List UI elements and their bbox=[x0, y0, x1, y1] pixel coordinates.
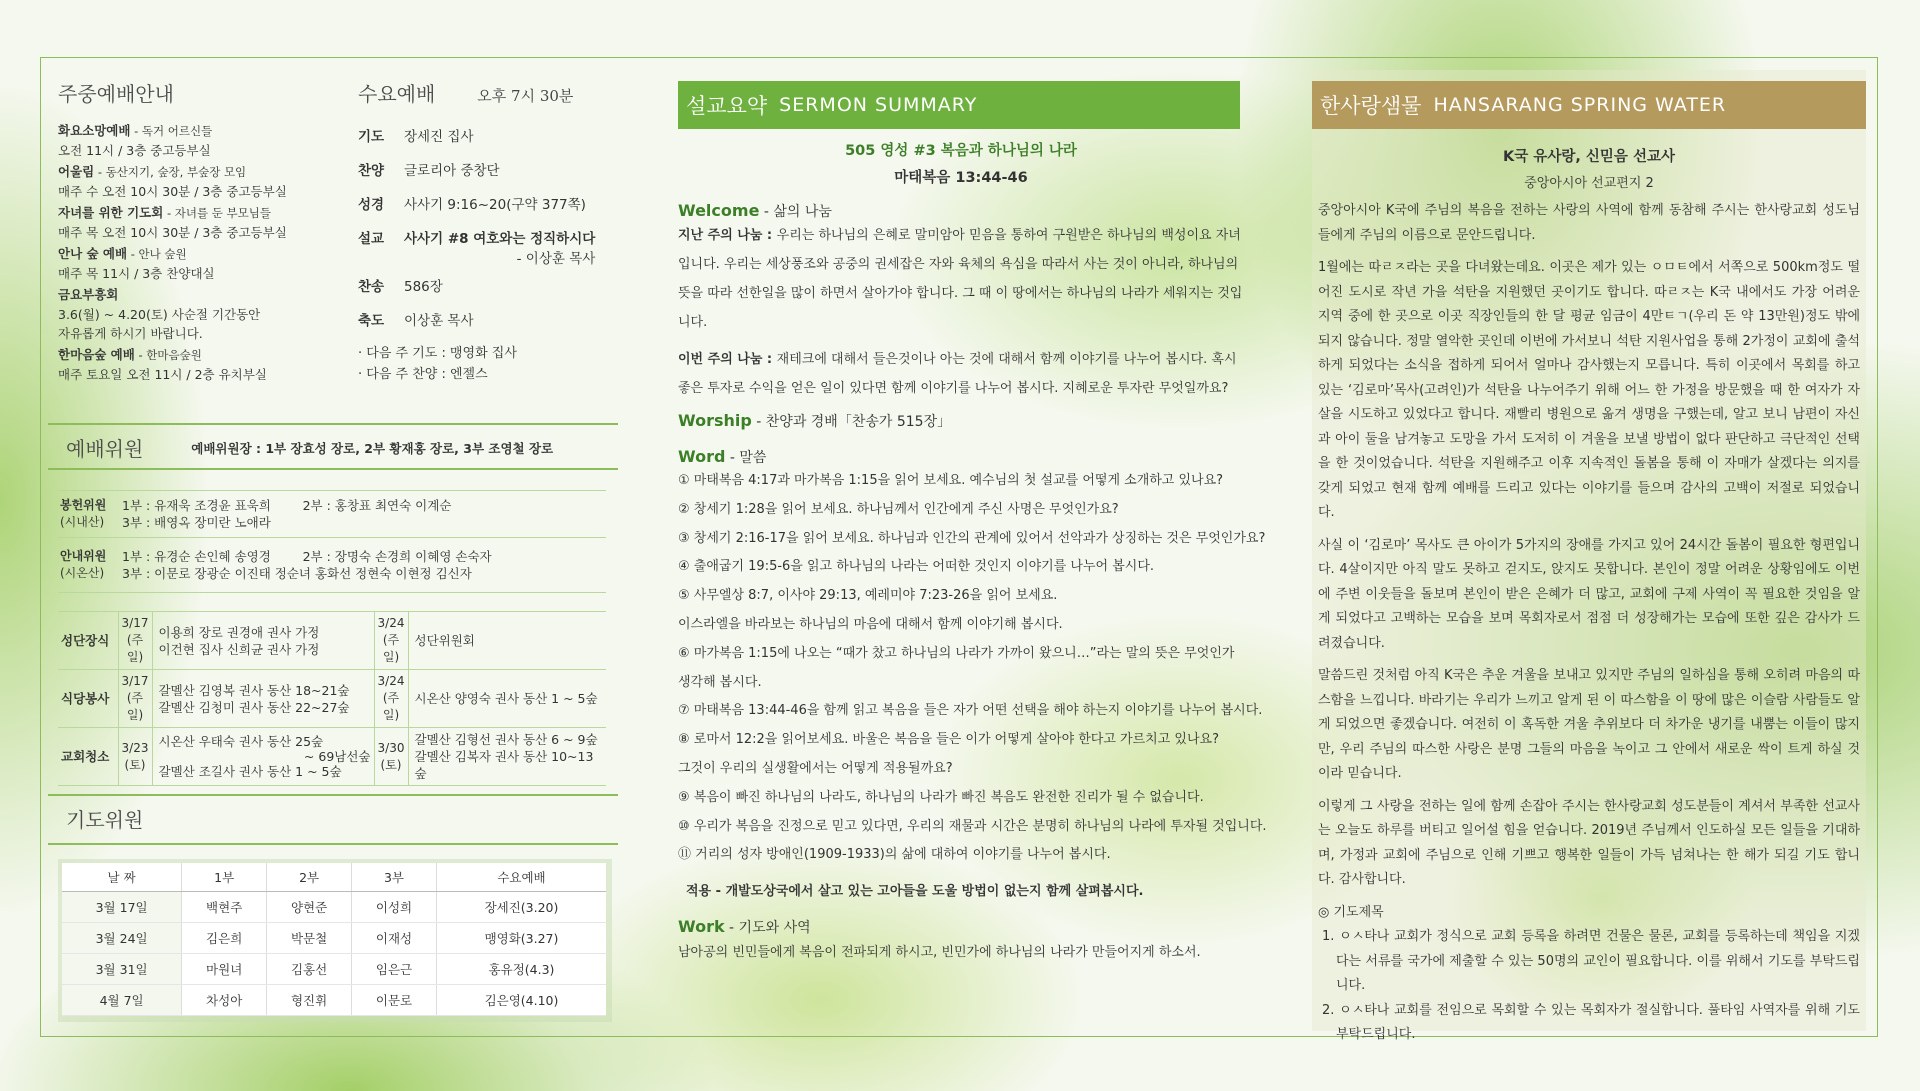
weekday-item bbox=[58, 203, 358, 242]
wednesday-row-preacher: - 이상훈 목사 bbox=[516, 251, 596, 267]
wednesday-row bbox=[358, 227, 618, 267]
prayer-table-cell: 홍유정(4.3) bbox=[436, 953, 606, 984]
wednesday-row-value: 장세진 집사 bbox=[404, 129, 474, 145]
work-heading: Work - 기도와 사역 bbox=[678, 917, 811, 937]
word-heading: Word - 말씀 bbox=[678, 447, 767, 466]
divider bbox=[48, 468, 618, 470]
spring-water-banner-korean: 한사랑샘물 bbox=[1320, 94, 1422, 118]
sermon-banner bbox=[678, 81, 1240, 129]
wednesday-row-label: 찬양 bbox=[358, 163, 385, 179]
prayer-table-cell: 3월 31일 bbox=[62, 953, 182, 984]
prayer-table-cell: 백현주 bbox=[182, 891, 267, 922]
prayer-table-cell: 맹영화(3.27) bbox=[436, 922, 606, 953]
sermon-banner-korean: 설교요약 bbox=[686, 94, 768, 118]
question-item: ⑥ 마가복음 1:15에 나오는 “때가 찼고 하나님의 나라가 가까이 왔으니…”라는 말의 뜻은 무엇인가 bbox=[678, 645, 1235, 661]
welcome-heading: Welcome - 삶의 나눔 bbox=[678, 201, 832, 220]
duty-date: 3/24 (주일) bbox=[374, 670, 408, 728]
divider bbox=[48, 843, 618, 845]
application: 적용 - 개발도상국에서 살고 있는 고아들을 도울 방법이 없는지 함께 살펴봅시다. bbox=[686, 884, 1144, 900]
weekday-item bbox=[58, 121, 358, 160]
question-item: ⑨ 복음이 빠진 하나님의 나라도, 하나님의 나라가 빠진 복음도 완전한 진리가 될 수 없습니다. bbox=[678, 789, 1204, 805]
duty-date: 3/17 (주일) bbox=[118, 612, 152, 670]
wednesday-row-label: 축도 bbox=[358, 313, 385, 329]
duty-label: 식당봉사 bbox=[58, 670, 118, 728]
duty-people: 갈멜산 김형선 권사 동산 6 ~ 9숲 갈멜산 김복자 권사 동산 10~13숲 bbox=[408, 728, 606, 786]
weekday-item-sub: - 독거 어르신들 bbox=[130, 124, 213, 138]
question-item: ④ 출애굽기 19:5-6을 읽고 하나님의 나라는 어떠한 것인지 이야기를 나누어 봅시다. bbox=[678, 559, 1155, 575]
duty-label: 교회청소 bbox=[58, 728, 118, 786]
prayer-request-item: 2. ㅇㅅ타나 교회를 전임으로 목회할 수 있는 목회자가 절실합니다. 풀타임 사역자를 위해 기도 부탁드립니다. bbox=[1322, 1002, 1860, 1042]
weekday-item-time: 매주 목 오전 10시 30분 / 3층 중고등부실 bbox=[58, 225, 287, 240]
wednesday-row-value: 글로리아 중창단 bbox=[404, 163, 500, 179]
question-item: ① 마태복음 4:17과 마가복음 1:15을 읽어 보세요. 예수님의 첫 설교를 어떻게 소개하고 있나요? bbox=[678, 473, 1224, 488]
letter-body bbox=[1318, 199, 1860, 893]
weekday-item-name: 금요부흥회 bbox=[58, 287, 119, 302]
weekday-worship-title: 주중예배안내 bbox=[58, 82, 174, 106]
work-text: 남아공의 빈민들에게 복음이 전파되게 하시고, 빈민가에 하나님의 나라가 만들어지게 하소서. bbox=[678, 945, 1201, 961]
weekday-item-time: 오전 11시 / 3층 중고등부실 bbox=[58, 143, 211, 158]
prayer-table-cell: 이재성 bbox=[352, 922, 437, 953]
letter-subtitle: 중앙아시아 선교편지 2 bbox=[1524, 176, 1654, 191]
prayer-table-cell: 김홍선 bbox=[267, 953, 352, 984]
weekday-item-time: 매주 목 11시 / 3층 찬양대실 bbox=[58, 266, 215, 281]
wednesday-row-label: 기도 bbox=[358, 129, 385, 145]
weekday-item-time: 매주 토요일 오전 11시 / 2층 유치부실 bbox=[58, 367, 267, 382]
duty-people: 성단위원회 bbox=[408, 612, 606, 670]
usher-members: 1부 : 유경순 손인혜 송영경 2부 : 장명숙 손경희 이혜영 손숙자 3부 : 이문로 장광순 이진태 정순녀 홍화선 정현숙 이현정 김신자 bbox=[118, 538, 606, 593]
weekday-item bbox=[58, 244, 358, 283]
question-item: ⑤ 사무엘상 8:7, 이사야 29:13, 예레미야 7:23-26을 읽어 보세요. bbox=[678, 588, 1058, 604]
usher-label-cell: 안내위원 (시온산) bbox=[58, 538, 118, 593]
prayer-table bbox=[62, 863, 606, 1016]
wednesday-next-item: · 다음 주 기도 : 맹영화 집사 bbox=[358, 346, 517, 361]
wednesday-worship-section bbox=[358, 78, 618, 385]
wednesday-row-label: 성경 bbox=[358, 197, 385, 213]
duty-label: 성단장식 bbox=[58, 612, 118, 670]
spring-water-banner-english: HANSARANG SPRING WATER bbox=[1433, 94, 1727, 116]
letter-paragraph: 말씀드린 것처럼 아직 K국은 추운 겨울을 보내고 있지만 주님의 일하심을 통해 오히려 마음의 따스함을 느낍니다. 바라기는 우리가 느끼고 알게 된 이 따스함을 이 땅에 많은 이슬람 사람들도 알게 되었으면 좋겠습니다. 여전히 이 혹독한 겨울 추위보다 더 차가운 냉기를 내뿜는 이들이 많지만, 우리 주님의 따스한 사랑은 분명 그들의 마음을 녹이고 그 안에서 새로운 싹이 트게 하실 것이라 믿습니다. bbox=[1318, 668, 1860, 781]
question-item: 생각해 봅시다. bbox=[678, 674, 762, 690]
offering-members: 1부 : 유재욱 조경윤 표욱희 2부 : 홍창표 최연숙 이계순 3부 : 배영옥 장미란 노애라 bbox=[118, 491, 606, 538]
weekday-list bbox=[58, 121, 358, 384]
prayer-table-header-cell: 날 짜 bbox=[62, 863, 182, 891]
letter-paragraph: 사실 이 ‘김로마’ 목사도 큰 아이가 5가지의 장애를 가지고 있어 24시간 돌봄이 필요한 형편입니다. 4살이지만 아직 말도 못하고 걷지도, 앉지도 못합니다. 본인이 정말 어려운 상황임에도 이번에 주변 이웃들을 돌보며 본인이 받은 은혜가 더 많고, 교회에 구제 사역이 꼭 필요한 것임을 알게 되었다고 고백하는 모습을 보며 목회자로서 점점 더 성장해가는 모습에 또한 깊은 감사가 드려졌습니다. bbox=[1318, 537, 1860, 651]
prayer-table-cell: 임은근 bbox=[352, 953, 437, 984]
prayer-table-cell: 형진휘 bbox=[267, 984, 352, 1015]
wednesday-next-item: · 다음 주 찬양 : 엔젤스 bbox=[358, 367, 488, 382]
duty-people: 시온산 우태숙 권사 동산 25숲 ~ 69남선숲 갈멜산 조길사 권사 동산 1 ~ 5숲 bbox=[152, 728, 374, 786]
wednesday-row bbox=[358, 193, 618, 213]
prayer-table-cell: 장세진(3.20) bbox=[436, 891, 606, 922]
duty-people: 시온산 양영숙 권사 동산 1 ~ 5숲 bbox=[408, 670, 606, 728]
wednesday-row-value: 이상훈 목사 bbox=[404, 313, 474, 329]
wednesday-rows bbox=[358, 125, 618, 329]
question-item: ⑧ 로마서 12:2을 읽어보세요. 바울은 복음을 들은 이가 어떻게 살아야 한다고 가르치고 있나요? bbox=[678, 732, 1219, 748]
prayer-table-header-cell: 수요예배 bbox=[436, 863, 606, 891]
prayer-table-header-cell: 3부 bbox=[352, 863, 437, 891]
prayer-table-header bbox=[62, 863, 606, 891]
question-item: 이스라엘을 바라보는 하나님의 마음에 대해서 함께 이야기해 봅시다. bbox=[678, 616, 1063, 632]
wednesday-row-label: 설교 bbox=[358, 231, 385, 247]
letter-paragraph: 1월에는 따ㄹㅈ라는 곳을 다녀왔는데요. 이곳은 제가 있는 ㅇㅁㅌ에서 서쪽으로 500km정도 떨어진 도시로 작년 가을 석탄을 지원했던 곳이기도 합니다. 따ㄹㅈ는 K국 내에서도 가장 어려운 지역 중에 한 곳으로 이곳 직장인들의 한 달 평균 임금이 4만ㅌㄱ(우리 돈 약 13만원)정도 밖에 되지 않습니다. 정말 열악한 곳인데 이번에 가서보니 석탄 지원사업을 통해 2가정이 교회에 출석하게 되었다는 소식을 접하게 되어서 얼마나 감사했는지 모릅니다. 특히 이곳에서 목회를 하고 있는 ‘김로마’목사(고려인)가 석탄을 나누어주기 위해 어느 한 가정을 방문했을 때 한 여자가 자살을 시도하고 있었다고 합니다. 재빨리 병원으로 옮겨 생명을 구했는데, 알고 보니 남편이 자신과 아이 둘을 남겨놓고 도망을 가서 도저히 이 겨울을 보낼 방법이 없다 판단하고 극단적인 선택을 한 것이었습니다. 석탄을 지원해주고 이후 지속적인 돌봄을 통해 이 자매가 살겠다는 의지를 갖게 되었고 현재 함께 예배를 드리고 있다는 이야기를 들으며 감사의 고백이 저절로 되었습니다. bbox=[1318, 260, 1860, 520]
weekday-worship-section bbox=[58, 78, 358, 386]
weekday-item-name: 화요소망예배 bbox=[58, 123, 131, 138]
sermon-scripture: 마태복음 13:44-46 bbox=[894, 170, 1028, 186]
prayer-table-row bbox=[62, 922, 606, 953]
prayer-table-header-cell: 2부 bbox=[267, 863, 352, 891]
divider bbox=[48, 423, 618, 425]
prayer-table-cell: 3월 24일 bbox=[62, 922, 182, 953]
weekday-item-sub: - 동산지기, 숲장, 부숲장 모임 bbox=[94, 165, 247, 179]
prayer-table-cell: 박문철 bbox=[267, 922, 352, 953]
weekday-item-time: 자유롭게 하시기 바랍니다. bbox=[58, 326, 203, 341]
prayer-requests bbox=[1318, 925, 1860, 1048]
wednesday-row-value: 사사기 9:16~20(구약 377쪽) bbox=[404, 197, 586, 213]
prayer-table-row bbox=[62, 984, 606, 1015]
weekday-item-time: 3.6(월) ~ 4.20(토) 사순절 기간동안 bbox=[58, 307, 261, 322]
this-week-sharing: 이번 주의 나눔 : 재테크에 대해서 들은것이나 아는 것에 대해서 함께 이야기를 나누어 봅시다. 혹시 좋은 투자로 수익을 얻은 일이 있다면 함께 이야기를 나누어 봅시다. 지혜로운 투자란 무엇일까요? bbox=[678, 352, 1237, 396]
committee-title: 예배위원 bbox=[66, 437, 144, 461]
prayer-requests-title: ◎ 기도제목 bbox=[1318, 904, 1384, 920]
wednesday-time: 오후 7시 30분 bbox=[477, 87, 574, 105]
letter-paragraph: 이렇게 그 사랑을 전하는 일에 함께 손잡아 주시는 한사랑교회 성도분들이 계셔서 부족한 선교사는 오늘도 하루를 버티고 일어설 힘을 얻습니다. 2019년 주님께서 인도하실 모든 일들을 기대하며, 가정과 교회에 주님으로 인해 기쁘고 행복한 일들이 가득 넘쳐나는 한 해가 되길 기도 합니다. 감사합니다. bbox=[1318, 798, 1860, 887]
weekday-item-name: 어울림 bbox=[58, 164, 95, 179]
weekday-item bbox=[58, 285, 358, 343]
prayer-table-cell: 차성아 bbox=[182, 984, 267, 1015]
committee-header bbox=[66, 433, 553, 462]
weekday-item bbox=[58, 162, 358, 201]
duty-date: 3/30 (토) bbox=[374, 728, 408, 786]
wednesday-row bbox=[358, 309, 618, 329]
weekday-item-sub: - 안나 숲원 bbox=[127, 247, 187, 261]
prayer-table-row bbox=[62, 953, 606, 984]
duty-people: 이용희 장로 권경애 권사 가정 이건현 집사 신희균 권사 가정 bbox=[152, 612, 374, 670]
question-list bbox=[678, 467, 1267, 870]
prayer-table-header-cell: 1부 bbox=[182, 863, 267, 891]
weekday-item-name: 자녀를 위한 기도회 bbox=[58, 205, 164, 220]
committee-chair: 예배위원장 : 1부 장효성 장로, 2부 황재홍 장로, 3부 조영철 장로 bbox=[191, 440, 554, 456]
question-item: ③ 창세기 2:16-17을 읽어 보세요. 하나님과 인간의 관계에 있어서 선악과가 상징하는 것은 무엇인가요? bbox=[678, 530, 1266, 546]
duty-row bbox=[58, 612, 606, 670]
divider bbox=[48, 794, 618, 796]
duty-row bbox=[58, 670, 606, 728]
duty-table bbox=[58, 611, 606, 786]
wednesday-next bbox=[358, 343, 618, 385]
duty-row bbox=[58, 728, 606, 786]
sermon-series: 505 영성 #3 복음과 하나님의 나라 bbox=[845, 143, 1077, 159]
weekday-item-name: 안나 숲 예배 bbox=[58, 246, 128, 261]
weekday-item-name: 한마음숲 예배 bbox=[58, 347, 135, 362]
weekday-item-time: 매주 수 오전 10시 30분 / 3층 중고등부실 bbox=[58, 184, 287, 199]
prayer-table-cell: 이문로 bbox=[352, 984, 437, 1015]
last-week-sharing: 지난 주의 나눔 : 우리는 하나님의 은혜로 말미암아 믿음을 통하여 구원받은 하나님의 백성이요 자녀입니다. 우리는 세상풍조와 공중의 권세잡은 자와 육체의 욕심을 따라서 사는 것이 아니라, 하나님의 뜻을 따라 선한일을 많이 하면서 살아가야 합니다. 그 때 이 땅에서는 하나님의 나라가 세워지는 것입니다. bbox=[678, 228, 1243, 330]
weekday-item bbox=[58, 345, 358, 384]
prayer-table-cell: 이성희 bbox=[352, 891, 437, 922]
worship-heading: Worship - 찬양과 경배「찬송가 515장」 bbox=[678, 411, 952, 430]
offering-label-cell: 봉헌위원 (시내산) bbox=[58, 491, 118, 538]
prayer-table-cell: 김은희 bbox=[182, 922, 267, 953]
wednesday-row bbox=[358, 159, 618, 179]
question-item: 그것이 우리의 실생활에서는 어떻게 적용될까요? bbox=[678, 760, 953, 776]
wednesday-row bbox=[358, 275, 618, 295]
prayer-request-item: 1. ㅇㅅ타나 교회가 정식으로 교회 등록을 하려면 건물은 물론, 교회를 등록하는데 책임을 지겠다는 서류를 국가에 제출할 수 있는 50명의 교인이 필요합니다. 이를 위해서 기도를 부탁드립니다. bbox=[1322, 929, 1860, 993]
wednesday-row-value: 사사기 #8 여호와는 정직하시다 bbox=[404, 231, 596, 247]
wednesday-title: 수요예배 bbox=[358, 82, 436, 106]
prayer-table-wrap bbox=[58, 859, 612, 1022]
prayer-table-cell: 3월 17일 bbox=[62, 891, 182, 922]
prayer-table-cell: 양현준 bbox=[267, 891, 352, 922]
weekday-item-sub: - 한마음숲원 bbox=[134, 348, 202, 362]
prayer-table-cell: 4월 7일 bbox=[62, 984, 182, 1015]
question-item: ⑦ 마태복음 13:44-46을 함께 읽고 복음을 들은 자가 어떤 선택을 해야 하는지 이야기를 나누어 봅시다. bbox=[678, 703, 1263, 719]
duty-date: 3/23 (토) bbox=[118, 728, 152, 786]
worship-info-column bbox=[58, 70, 628, 1031]
prayer-table-cell: 마원녀 bbox=[182, 953, 267, 984]
sermon-banner-english: SERMON SUMMARY bbox=[779, 94, 978, 116]
question-item: ⑩ 우리가 복음을 진정으로 믿고 있다면, 우리의 재물과 시간은 분명히 하나님의 나라에 투자될 것입니다. bbox=[678, 818, 1267, 834]
prayer-committee-title: 기도위원 bbox=[66, 808, 144, 832]
weekday-item-sub: - 자녀를 둔 부모님들 bbox=[163, 206, 271, 220]
question-item: ② 창세기 1:28을 읽어 보세요. 하나님께서 인간에게 주신 사명은 무엇인가요? bbox=[678, 501, 1119, 517]
wednesday-row bbox=[358, 125, 618, 145]
prayer-table-cell: 김은영(4.10) bbox=[436, 984, 606, 1015]
volunteer-table bbox=[58, 490, 606, 593]
spring-water-column bbox=[1312, 70, 1866, 1042]
question-item: ⑪ 거리의 성자 방애인(1909-1933)의 삶에 대하여 이야기를 나누어 봅시다. bbox=[678, 847, 1111, 863]
prayer-table-row bbox=[62, 891, 606, 922]
duty-date: 3/17 (주일) bbox=[118, 670, 152, 728]
letter-title: K국 유사랑, 신믿음 선교사 bbox=[1503, 149, 1675, 165]
letter-paragraph: 중앙아시아 K국에 주님의 복음을 전하는 사랑의 사역에 함께 동참해 주시는 한사랑교회 성도님들에게 주님의 이름으로 문안드립니다. bbox=[1318, 203, 1860, 243]
wednesday-row-label: 찬송 bbox=[358, 279, 385, 295]
duty-date: 3/24 (주일) bbox=[374, 612, 408, 670]
wednesday-row-value: 586장 bbox=[404, 279, 443, 295]
sermon-summary-column bbox=[678, 70, 1267, 1031]
duty-people: 갈멜산 김영복 권사 동산 18~21숲 갈멜산 김청미 권사 동산 22~27숲 bbox=[152, 670, 374, 728]
spring-water-banner bbox=[1312, 81, 1866, 129]
